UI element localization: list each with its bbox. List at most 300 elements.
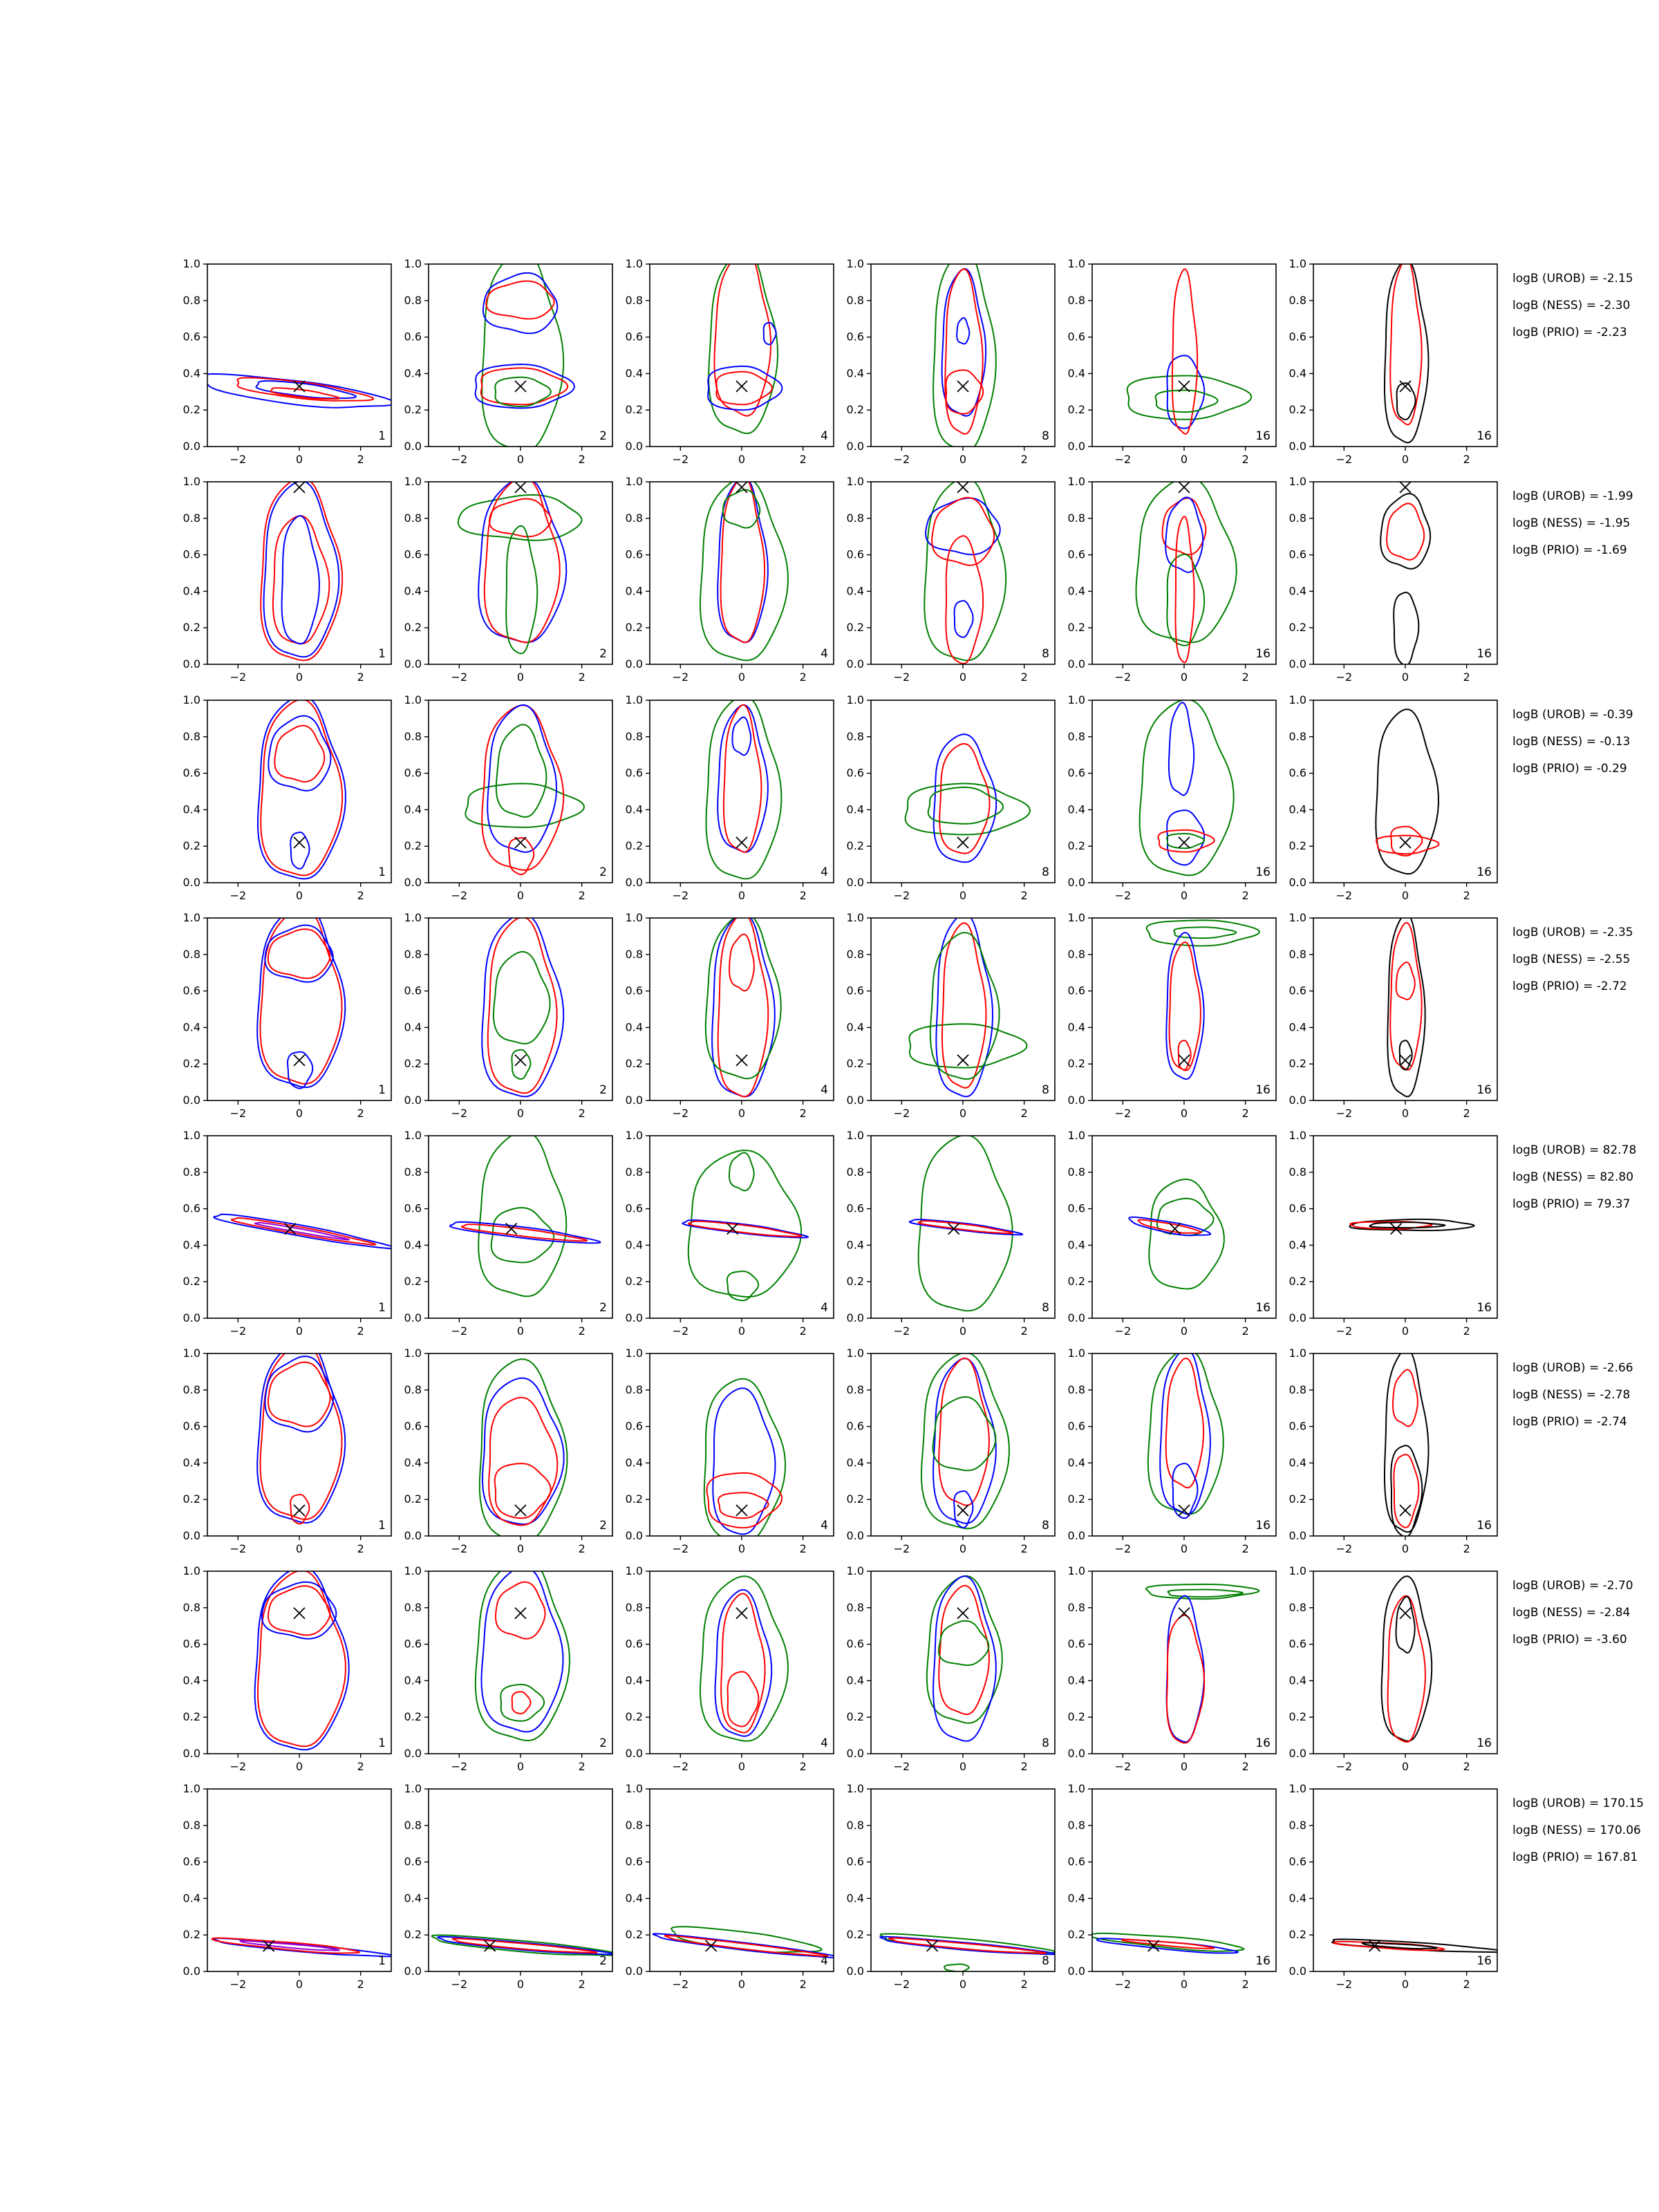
x-tick-label: −2	[451, 1978, 468, 1991]
axes-frame	[1313, 918, 1497, 1100]
contour-line-green	[494, 952, 550, 1044]
y-tick-label: 0.4	[846, 1020, 864, 1034]
true-value-marker	[1400, 837, 1411, 848]
contour-line-red	[946, 370, 984, 413]
x-tick-label: −2	[893, 889, 910, 902]
x-tick-label: 0	[516, 1324, 525, 1338]
x-tick-label: 0	[1401, 889, 1409, 902]
y-tick-label: 0.0	[404, 1094, 422, 1107]
panel-r2-c3	[626, 475, 834, 684]
x-tick-label: 0	[1401, 671, 1409, 684]
contour-line-blue	[214, 1215, 395, 1249]
y-tick-label: 0.6	[625, 1419, 643, 1433]
contour-group	[200, 374, 395, 408]
x-tick-label: 2	[799, 889, 807, 902]
y-tick-label: 0.6	[625, 1201, 643, 1215]
y-tick-label: 0.6	[846, 547, 864, 561]
logb-label: logB (PRIO) = -0.29	[1512, 762, 1627, 776]
y-tick-label: 0.2	[182, 1928, 200, 1942]
y-tick-label: 0.8	[625, 511, 643, 525]
contour-line-green	[924, 478, 1006, 661]
y-tick-label: 1.0	[625, 1564, 643, 1577]
y-tick-label: 0.8	[846, 1382, 864, 1396]
x-tick-label: 0	[959, 1324, 967, 1338]
contour-group	[1385, 1349, 1429, 1537]
y-tick-label: 0.6	[182, 1201, 200, 1215]
x-tick-label: 0	[1401, 1978, 1409, 1991]
x-tick-label: 2	[799, 1324, 807, 1338]
contour-line-red	[1394, 1454, 1418, 1528]
x-tick-label: −2	[893, 1542, 910, 1555]
x-tick-label: 0	[1180, 889, 1188, 902]
true-value-marker	[957, 1055, 968, 1066]
y-tick-label: 0.2	[1067, 1057, 1085, 1071]
contour-line-red	[939, 744, 989, 854]
x-tick-label: −2	[1114, 1324, 1132, 1338]
y-tick-label: 0.0	[846, 1747, 864, 1760]
y-tick-label: 0.4	[846, 584, 864, 598]
panel-number: 2	[599, 1519, 607, 1533]
x-tick-label: −2	[1335, 453, 1353, 466]
logb-label: logB (UROB) = -2.35	[1512, 926, 1633, 939]
axes-frame	[650, 264, 834, 447]
contour-line-green	[706, 913, 781, 1078]
contour-line-red	[496, 1582, 545, 1639]
x-tick-label: 2	[1020, 453, 1028, 466]
panel-number: 16	[1255, 1736, 1271, 1750]
x-tick-label: 0	[1401, 1324, 1409, 1338]
contour-line-blue	[450, 1222, 600, 1244]
contour-group	[1091, 1933, 1244, 1953]
true-value-marker	[294, 1608, 305, 1619]
y-tick-label: 0.4	[625, 803, 643, 816]
y-tick-label: 0.6	[1288, 1201, 1306, 1215]
panel-r6-c6	[1289, 1347, 1497, 1555]
true-value-marker	[736, 1055, 747, 1066]
contour-group	[214, 1215, 395, 1249]
y-tick-label: 0.6	[625, 547, 643, 561]
x-tick-label: 0	[959, 1760, 967, 1773]
panel-number: 2	[599, 1736, 607, 1750]
x-tick-label: −2	[229, 1542, 247, 1555]
contour-line-green	[480, 1359, 568, 1541]
panel-r5-c4	[847, 1129, 1055, 1338]
y-tick-label: 1.0	[1288, 693, 1306, 706]
contour-line-red	[486, 281, 554, 319]
x-tick-label: 0	[1180, 671, 1188, 684]
contour-group	[880, 1934, 1056, 1972]
logb-annotations-row-7	[1512, 1579, 1633, 1647]
panel-number: 8	[1042, 1736, 1049, 1750]
axes-frame	[207, 264, 391, 447]
panel-r3-c5	[1068, 693, 1276, 902]
x-tick-label: 2	[1463, 1107, 1470, 1120]
y-tick-label: 1.0	[1067, 1782, 1085, 1795]
x-tick-label: −2	[893, 671, 910, 684]
y-tick-label: 0.4	[625, 366, 643, 380]
contour-line-green	[933, 1397, 996, 1471]
contour-group	[257, 903, 345, 1089]
contour-group	[258, 696, 346, 879]
panel-number: 16	[1255, 429, 1271, 443]
x-tick-label: 0	[738, 1760, 746, 1773]
x-tick-label: 2	[799, 671, 807, 684]
y-tick-label: 0.0	[404, 1529, 422, 1542]
x-tick-label: −2	[451, 1760, 468, 1773]
y-tick-label: 1.0	[404, 1347, 422, 1360]
x-tick-label: 2	[357, 889, 364, 902]
panel-number: 1	[378, 1519, 386, 1533]
y-tick-label: 0.8	[404, 511, 422, 525]
y-tick-label: 0.0	[182, 657, 200, 671]
y-tick-label: 0.2	[625, 1710, 643, 1724]
contour-line-green	[688, 1150, 801, 1297]
logb-label: logB (PRIO) = 79.37	[1512, 1197, 1631, 1211]
y-tick-label: 0.8	[182, 1600, 200, 1614]
contour-line-green	[939, 1621, 989, 1665]
contour-line-blue	[282, 516, 319, 644]
y-tick-label: 0.4	[404, 366, 422, 380]
contour-line-green	[700, 1576, 788, 1741]
logb-label: logB (PRIO) = -2.72	[1512, 980, 1627, 993]
contour-line-red	[489, 1398, 557, 1526]
y-tick-label: 0.8	[1288, 1382, 1306, 1396]
y-tick-label: 1.0	[625, 1129, 643, 1142]
contour-line-red	[273, 516, 330, 644]
x-tick-label: 2	[1241, 889, 1249, 902]
y-tick-label: 1.0	[846, 1782, 864, 1795]
y-tick-label: 0.8	[1067, 947, 1085, 961]
contour-line-green	[1136, 477, 1237, 642]
y-tick-label: 0.2	[846, 1710, 864, 1724]
y-tick-label: 0.8	[404, 1382, 422, 1396]
y-tick-label: 0.4	[1067, 1456, 1085, 1470]
y-tick-label: 0.4	[404, 1674, 422, 1687]
y-tick-label: 0.8	[1067, 1818, 1085, 1832]
x-tick-label: 2	[1020, 1107, 1028, 1120]
y-tick-label: 0.4	[1067, 1020, 1085, 1034]
y-tick-label: 0.6	[846, 1855, 864, 1868]
y-tick-label: 0.0	[1288, 1965, 1306, 1978]
axes-frame	[1313, 1353, 1497, 1536]
panel-number: 16	[1255, 1301, 1271, 1315]
axes-frame	[871, 1353, 1055, 1536]
true-value-marker	[515, 482, 526, 493]
panel-number: 2	[599, 647, 607, 661]
contour-line-red	[1396, 962, 1415, 1000]
x-tick-label: 2	[1020, 889, 1028, 902]
y-tick-label: 0.2	[1288, 839, 1306, 853]
y-tick-label: 0.2	[625, 1492, 643, 1506]
contour-line-red	[495, 1463, 551, 1518]
y-tick-label: 0.0	[1288, 440, 1306, 453]
panel-number: 1	[378, 1083, 386, 1097]
true-value-marker	[957, 837, 968, 848]
panel-number: 16	[1255, 1519, 1271, 1533]
true-value-marker	[515, 1505, 526, 1516]
x-tick-label: 0	[959, 1542, 967, 1555]
x-tick-label: 2	[357, 1542, 364, 1555]
x-tick-label: 2	[357, 1978, 364, 1991]
true-value-marker	[294, 482, 305, 493]
panel-r1-c1	[183, 257, 395, 466]
y-tick-label: 1.0	[1288, 1347, 1306, 1360]
y-tick-label: 0.2	[182, 1492, 200, 1506]
contour-group	[432, 1936, 620, 1956]
panel-r1-c5	[1068, 257, 1276, 466]
y-tick-label: 0.6	[404, 1637, 422, 1651]
y-tick-label: 0.6	[625, 330, 643, 344]
panel-r2-c4	[847, 475, 1055, 684]
x-tick-label: 0	[738, 671, 746, 684]
panel-number: 8	[1042, 1301, 1049, 1315]
panel-number: 1	[378, 647, 386, 661]
axes-frame	[1092, 482, 1276, 664]
x-tick-label: 0	[516, 671, 525, 684]
panel-r4-c2	[404, 911, 612, 1120]
x-tick-label: 2	[1241, 1542, 1249, 1555]
contour-line-red	[1163, 498, 1206, 555]
y-tick-label: 0.4	[846, 1674, 864, 1687]
y-tick-label: 0.2	[1067, 403, 1085, 417]
x-tick-label: −2	[1114, 671, 1132, 684]
y-tick-label: 0.8	[625, 1165, 643, 1179]
panel-r3-c1	[183, 693, 391, 902]
y-tick-label: 0.0	[846, 1529, 864, 1542]
y-tick-label: 1.0	[625, 1347, 643, 1360]
y-tick-label: 1.0	[1288, 475, 1306, 488]
contour-line-red	[261, 478, 342, 661]
panel-r1-c4	[847, 250, 1055, 466]
y-tick-label: 0.2	[1067, 1492, 1085, 1506]
contour-group	[708, 250, 782, 433]
panel-r2-c6	[1289, 475, 1497, 684]
x-tick-label: −2	[229, 1978, 247, 1991]
contour-line-blue	[708, 366, 782, 410]
true-value-marker	[506, 1224, 517, 1235]
x-tick-label: 0	[959, 1978, 967, 1991]
panel-r7-c2	[404, 1557, 612, 1773]
panel-r5-c1	[183, 1129, 396, 1338]
y-tick-label: 0.6	[1067, 766, 1085, 780]
panel-number: 2	[599, 865, 607, 879]
logb-annotations-row-4	[1512, 926, 1633, 993]
y-tick-label: 0.8	[1288, 293, 1306, 307]
logb-label: logB (UROB) = -0.39	[1512, 708, 1633, 722]
y-tick-label: 0.0	[1288, 657, 1306, 671]
x-tick-label: −2	[1335, 889, 1353, 902]
x-tick-label: 0	[959, 1107, 967, 1120]
logb-label: logB (UROB) = -1.99	[1512, 489, 1633, 503]
y-tick-label: 0.4	[846, 366, 864, 380]
panel-r7-c6	[1289, 1564, 1497, 1773]
y-tick-label: 0.2	[182, 403, 200, 417]
true-value-marker	[957, 1608, 968, 1619]
panel-number: 4	[821, 429, 828, 443]
x-tick-label: 2	[1463, 1324, 1470, 1338]
contour-group	[1146, 1584, 1259, 1743]
y-tick-label: 0.2	[625, 403, 643, 417]
y-tick-label: 0.4	[404, 803, 422, 816]
y-tick-label: 0.4	[404, 1456, 422, 1470]
y-tick-label: 0.6	[404, 547, 422, 561]
y-tick-label: 0.2	[625, 1275, 643, 1288]
panel-r1-c2	[404, 250, 612, 466]
x-tick-label: −2	[1114, 1542, 1132, 1555]
y-tick-label: 0.6	[1288, 984, 1306, 997]
contour-line-blue	[265, 1356, 334, 1432]
y-tick-label: 0.4	[1288, 1238, 1306, 1252]
contour-line-red	[728, 1671, 759, 1726]
y-tick-label: 0.0	[625, 440, 643, 453]
true-value-marker	[515, 1608, 526, 1619]
y-tick-label: 0.6	[1067, 1855, 1085, 1868]
panel-number: 4	[821, 1083, 828, 1097]
y-tick-label: 0.0	[846, 440, 864, 453]
panel-number: 16	[1255, 1954, 1271, 1968]
contour-group	[653, 1927, 841, 1958]
y-tick-label: 0.6	[846, 330, 864, 344]
y-tick-label: 0.4	[846, 1456, 864, 1470]
y-tick-label: 0.2	[846, 1928, 864, 1942]
y-tick-label: 0.4	[182, 1674, 200, 1687]
y-tick-label: 0.4	[625, 1020, 643, 1034]
x-tick-label: 2	[578, 1107, 585, 1120]
axes-frame	[429, 700, 612, 883]
y-tick-label: 0.2	[846, 1492, 864, 1506]
contour-group	[1350, 1219, 1474, 1235]
logb-annotations-row-6	[1512, 1361, 1633, 1429]
panel-number: 16	[1255, 1083, 1271, 1097]
y-tick-label: 1.0	[625, 911, 643, 924]
contour-line-green	[1156, 391, 1218, 413]
x-tick-label: 2	[1463, 889, 1470, 902]
contour-group	[482, 914, 563, 1097]
y-tick-label: 0.2	[846, 621, 864, 635]
axes-frame	[207, 918, 391, 1100]
contour-line-black	[1397, 383, 1416, 420]
y-tick-label: 0.4	[625, 1891, 643, 1905]
x-tick-label: 2	[1463, 1542, 1470, 1555]
contour-group	[1376, 709, 1438, 874]
panel-r3-c3	[626, 693, 834, 902]
y-tick-label: 0.2	[846, 1275, 864, 1288]
x-tick-label: 0	[295, 1324, 303, 1338]
y-tick-label: 0.6	[846, 1419, 864, 1433]
true-value-marker	[294, 1505, 305, 1516]
x-tick-label: −2	[229, 453, 247, 466]
panel-r8-c2	[404, 1782, 620, 1991]
contour-line-red	[932, 498, 994, 565]
axes-frame	[207, 1571, 391, 1754]
contour-group	[1380, 482, 1430, 666]
logb-label: logB (NESS) = -2.78	[1512, 1388, 1631, 1402]
contour-group	[261, 478, 342, 661]
x-tick-label: 0	[738, 1978, 746, 1991]
x-tick-label: 0	[516, 453, 525, 466]
y-tick-label: 0.4	[846, 1891, 864, 1905]
y-tick-label: 0.2	[1288, 1492, 1306, 1506]
contour-line-red	[1387, 503, 1424, 560]
contour-line-red	[268, 1586, 330, 1635]
panel-r3-c2	[404, 693, 612, 902]
y-tick-label: 0.2	[182, 1710, 200, 1724]
y-tick-label: 0.4	[625, 1674, 643, 1687]
axes-frame	[871, 700, 1055, 883]
logb-label: logB (NESS) = -0.13	[1512, 735, 1631, 749]
contour-group	[933, 250, 996, 451]
x-tick-label: 0	[295, 889, 303, 902]
axes-frame	[1092, 700, 1276, 883]
contour-line-blue	[934, 734, 997, 862]
logb-label: logB (UROB) = -2.66	[1512, 1361, 1633, 1375]
true-value-marker	[515, 381, 526, 392]
x-tick-label: 0	[1180, 453, 1188, 466]
contour-line-black	[1396, 1597, 1415, 1653]
x-tick-label: −2	[672, 671, 689, 684]
y-tick-label: 0.6	[846, 1637, 864, 1651]
axes-frame	[429, 1571, 612, 1754]
x-tick-label: −2	[229, 889, 247, 902]
y-tick-label: 0.0	[846, 1311, 864, 1324]
panel-number: 16	[1477, 1083, 1492, 1097]
y-tick-label: 1.0	[846, 1347, 864, 1360]
axes-frame	[871, 1789, 1055, 1971]
y-tick-label: 0.6	[182, 330, 200, 344]
y-tick-label: 0.4	[182, 803, 200, 816]
y-tick-label: 0.4	[1067, 584, 1085, 598]
x-tick-label: 2	[1241, 1760, 1249, 1773]
y-tick-label: 1.0	[1288, 1129, 1306, 1142]
y-tick-label: 0.8	[182, 511, 200, 525]
y-tick-label: 0.0	[1288, 1311, 1306, 1324]
panel-number: 1	[378, 865, 386, 879]
panel-r8-c1	[183, 1782, 395, 1991]
contour-line-green	[500, 1685, 544, 1721]
y-tick-label: 0.8	[404, 1818, 422, 1832]
true-value-marker	[957, 482, 968, 493]
y-tick-label: 1.0	[846, 1564, 864, 1577]
contour-group	[1385, 259, 1429, 443]
y-tick-label: 0.6	[404, 984, 422, 997]
x-tick-label: −2	[229, 1760, 247, 1773]
y-tick-label: 1.0	[182, 1347, 200, 1360]
panel-number: 4	[821, 647, 828, 661]
contour-line-blue	[955, 601, 973, 637]
x-tick-label: 0	[295, 1978, 303, 1991]
y-tick-label: 0.4	[625, 1456, 643, 1470]
contour-line-red	[258, 1571, 346, 1746]
y-tick-label: 0.6	[1288, 1637, 1306, 1651]
x-tick-label: −2	[672, 1978, 689, 1991]
x-tick-label: −2	[451, 1542, 468, 1555]
y-tick-label: 0.2	[1067, 1275, 1085, 1288]
true-value-marker	[736, 381, 747, 392]
y-tick-label: 0.8	[182, 293, 200, 307]
y-tick-label: 0.4	[1288, 1674, 1306, 1687]
true-value-marker	[1179, 482, 1190, 493]
y-tick-label: 0.6	[625, 1855, 643, 1868]
x-tick-label: 0	[1401, 1542, 1409, 1555]
contour-line-blue	[1167, 810, 1204, 865]
panel-number: 4	[821, 1519, 828, 1533]
y-tick-label: 0.6	[404, 1855, 422, 1868]
y-tick-label: 0.0	[625, 1311, 643, 1324]
panel-number: 2	[599, 1301, 607, 1315]
contour-line-red	[274, 726, 324, 782]
x-tick-label: −2	[672, 453, 689, 466]
contour-line-red	[488, 917, 557, 1093]
